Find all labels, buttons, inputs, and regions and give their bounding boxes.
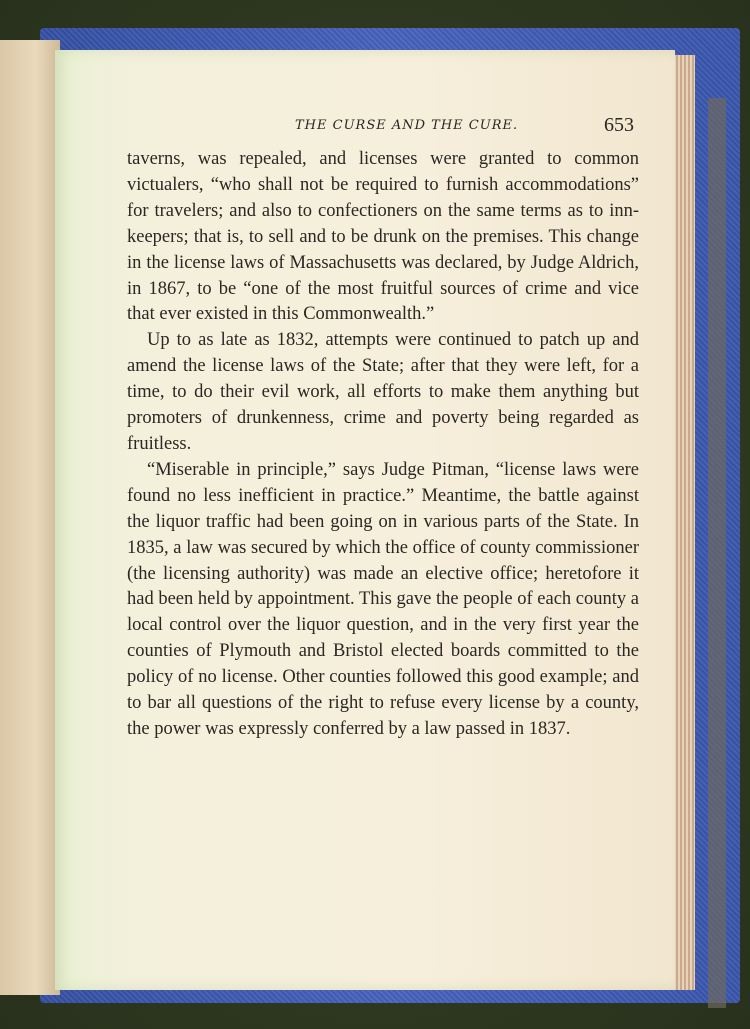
book-page (55, 50, 675, 990)
body-text (127, 147, 639, 743)
paragraph-2: Up to as late as 1832, attempts were continued to patch up and amend the license laws of the State; after that they were left, for a time, to do their evil work, all efforts to make them anything but promoters of drunkenness, crime and poverty being regarded as fruitless. (127, 330, 639, 454)
page-number: 653 (604, 114, 634, 136)
cover-edge (708, 98, 726, 1008)
paragraph-3: “Miserable in principle,” says Judge Pitman, “license laws were found no less inefficient in practice.” Meantime, the battle against the liquor traffic had been going on in various parts of the State. In 1835, a law was secured by which the office of county commissioner (the licensing authority) was made an elective office; heretofore it had been held by appointment. This gave the people of each county a local control over the liquor question, and in the very first year the counties of Plymouth and Bristol elected boards committed to the policy of no license. Other counties followed this good example; and to bar all questions of the right to refuse every license by a county, the power was expressly conferred by a law passed in 1837. (127, 459, 639, 739)
running-head: THE CURSE AND THE CURE. (295, 118, 519, 133)
paragraph-1: taverns, was repealed, and licenses were granted to common victualers, “who shall not be required to furnish accommodations” for travelers; and also to confectioners on the same terms as to inn-keepers; that is, to sell and to be drunk on the premises. This change in the license laws of Massachusetts was declared, by Judge Aldrich, in 1867, to be “one of the most fruitful sources of crime and vice that ever existed in this Commonwealth.” (127, 149, 639, 325)
left-page-edge (0, 40, 60, 995)
